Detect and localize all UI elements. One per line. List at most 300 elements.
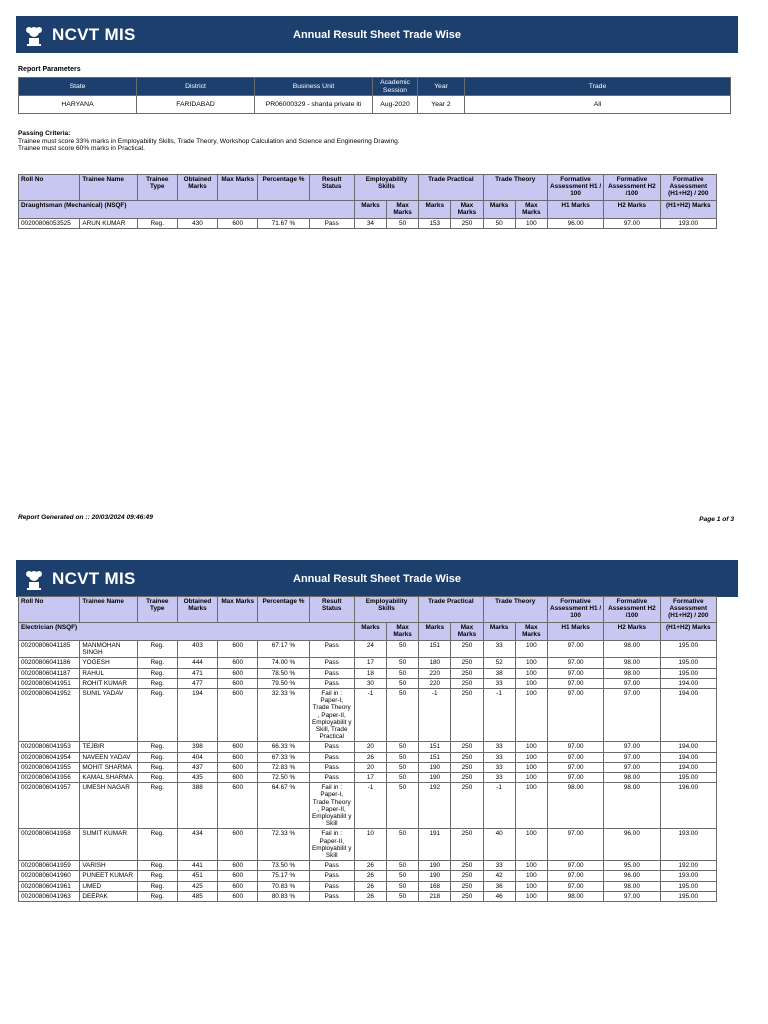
result-status: Pass <box>309 742 354 752</box>
col-header-formative-total: Formative Assessment (H1+H2) / 200 <box>660 175 716 201</box>
obtained-marks: 404 <box>177 752 217 762</box>
trade-theory-marks: 40 <box>483 829 515 861</box>
col-header-employability: Employability Skills <box>354 175 418 201</box>
roll-no: 00200806041955 <box>19 762 80 772</box>
max-marks: 600 <box>218 762 258 772</box>
h1h2-marks: 195.00 <box>660 658 716 668</box>
trade-name: Draughtsman (Mechanical) (NSQF) <box>19 201 355 219</box>
sub-header-marks: Marks <box>483 201 515 219</box>
trainee-type: Reg. <box>137 783 177 829</box>
trade-practical-max: 250 <box>451 689 483 742</box>
obtained-marks: 471 <box>177 668 217 678</box>
report-title: Annual Result Sheet Trade Wise <box>293 28 461 41</box>
trade-theory-max: 100 <box>515 752 547 762</box>
h2-marks: 98.00 <box>604 658 660 668</box>
table-row <box>19 668 717 678</box>
trade-theory-marks: 33 <box>483 773 515 783</box>
result-status: Pass <box>309 891 354 901</box>
col-header-result-status: Result Status <box>309 175 354 201</box>
h1-marks: 97.00 <box>547 668 603 678</box>
h2-marks: 96.00 <box>604 871 660 881</box>
h1-marks: 98.00 <box>547 783 603 829</box>
trainee-type: Reg. <box>137 871 177 881</box>
col-header-roll-no: Roll No <box>19 597 80 623</box>
param-value: All <box>465 96 731 114</box>
result-status: Fail in : Paper-I, Trade Theory , Paper-II, Employabilit y Skill, Trade Practical <box>309 689 354 742</box>
obtained-marks: 485 <box>177 891 217 901</box>
page2-result-table <box>18 596 717 902</box>
trainee-name: MOHIT SHARMA <box>80 762 137 772</box>
roll-no: 00200806041960 <box>19 871 80 881</box>
sub-header-h1-marks: H1 Marks <box>547 201 603 219</box>
result-status: Pass <box>309 641 354 658</box>
max-marks: 600 <box>218 678 258 688</box>
trade-practical-marks: 220 <box>419 678 451 688</box>
trade-theory-marks: 36 <box>483 881 515 891</box>
max-marks: 600 <box>218 752 258 762</box>
h1-marks: 97.00 <box>547 658 603 668</box>
col-header-max-marks: Max Marks <box>218 175 258 201</box>
trainee-name: RAHUL <box>80 668 137 678</box>
col-header-trade-practical: Trade Practical <box>419 175 483 201</box>
param-header: District <box>137 78 255 96</box>
percentage: 73.50 % <box>258 861 309 871</box>
obtained-marks: 435 <box>177 773 217 783</box>
trade-practical-max: 250 <box>451 773 483 783</box>
trade-theory-marks: 33 <box>483 752 515 762</box>
table-row <box>19 762 717 772</box>
h1-marks: 97.00 <box>547 762 603 772</box>
result-status: Pass <box>309 871 354 881</box>
trade-theory-max: 100 <box>515 881 547 891</box>
h2-marks: 97.00 <box>604 752 660 762</box>
percentage: 64.67 % <box>258 783 309 829</box>
sub-header-max-marks: Max Marks <box>451 623 483 641</box>
result-status: Pass <box>309 861 354 871</box>
trade-theory-marks: 52 <box>483 658 515 668</box>
h1h2-marks: 194.00 <box>660 742 716 752</box>
trade-theory-marks: -1 <box>483 783 515 829</box>
result-status: Fail in : Paper-II, Employabilit y Skill <box>309 829 354 861</box>
col-header-roll-no: Roll No <box>19 175 80 201</box>
obtained-marks: 388 <box>177 783 217 829</box>
trade-theory-max: 100 <box>515 678 547 688</box>
max-marks: 600 <box>218 881 258 891</box>
max-marks: 600 <box>218 861 258 871</box>
param-value: PR06000329 - sharda private iti <box>255 96 373 114</box>
trade-practical-marks: 151 <box>419 752 451 762</box>
max-marks: 600 <box>218 891 258 901</box>
h1-marks: 97.00 <box>547 861 603 871</box>
trade-practical-max: 250 <box>451 668 483 678</box>
h1h2-marks: 196.00 <box>660 783 716 829</box>
col-header-trade-theory: Trade Theory <box>483 175 547 201</box>
table-row <box>19 742 717 752</box>
roll-no: 00200806041952 <box>19 689 80 742</box>
sub-header-max-marks: Max Marks <box>515 201 547 219</box>
obtained-marks: 451 <box>177 871 217 881</box>
result-status: Pass <box>309 678 354 688</box>
roll-no: 00200806041959 <box>19 861 80 871</box>
employability-marks: -1 <box>354 783 386 829</box>
table-row <box>19 641 717 658</box>
sub-header-marks: Marks <box>354 623 386 641</box>
roll-no: 00200806041185 <box>19 641 80 658</box>
sub-header-marks: Marks <box>483 623 515 641</box>
report-title: Annual Result Sheet Trade Wise <box>293 572 461 585</box>
page1-result-table <box>18 174 717 229</box>
param-value: FARIDABAD <box>137 96 255 114</box>
trade-practical-marks: -1 <box>419 689 451 742</box>
employability-marks: 20 <box>354 742 386 752</box>
trainee-name: YOGESH <box>80 658 137 668</box>
max-marks: 600 <box>218 689 258 742</box>
col-header-trainee-name: Trainee Name <box>80 175 137 201</box>
percentage: 72.83 % <box>258 762 309 772</box>
sub-header-max-marks: Max Marks <box>387 623 419 641</box>
h1h2-marks: 194.00 <box>660 678 716 688</box>
h2-marks: 97.00 <box>604 742 660 752</box>
percentage: 71.67 % <box>258 219 309 229</box>
obtained-marks: 403 <box>177 641 217 658</box>
h1h2-marks: 192.00 <box>660 861 716 871</box>
trade-theory-max: 100 <box>515 762 547 772</box>
trade-practical-max: 250 <box>451 871 483 881</box>
max-marks: 600 <box>218 783 258 829</box>
roll-no: 00200806053525 <box>19 219 80 229</box>
trainee-name: TEJBIR <box>80 742 137 752</box>
trade-theory-max: 100 <box>515 219 547 229</box>
trade-theory-max: 100 <box>515 668 547 678</box>
sub-header-marks: Marks <box>354 201 386 219</box>
col-header-trainee-type: Trainee Type <box>137 175 177 201</box>
h1-marks: 97.00 <box>547 752 603 762</box>
trainee-type: Reg. <box>137 678 177 688</box>
obtained-marks: 441 <box>177 861 217 871</box>
trade-name: Electrician (NSQF) <box>19 623 355 641</box>
employability-marks: 26 <box>354 752 386 762</box>
h2-marks: 98.00 <box>604 773 660 783</box>
roll-no: 00200806041186 <box>19 658 80 668</box>
h2-marks: 97.00 <box>604 762 660 772</box>
obtained-marks: 425 <box>177 881 217 891</box>
trade-practical-marks: 191 <box>419 829 451 861</box>
h1-marks: 97.00 <box>547 742 603 752</box>
trade-practical-marks: 190 <box>419 861 451 871</box>
trade-theory-max: 100 <box>515 689 547 742</box>
trainee-type: Reg. <box>137 219 177 229</box>
h1-marks: 97.00 <box>547 773 603 783</box>
trade-practical-marks: 190 <box>419 762 451 772</box>
h1h2-marks: 195.00 <box>660 773 716 783</box>
table-row <box>19 219 717 229</box>
percentage: 74.00 % <box>258 658 309 668</box>
param-header: Business Unit <box>255 78 373 96</box>
h2-marks: 97.00 <box>604 689 660 742</box>
col-header-formative-h1: Formative Assessment H1 / 100 <box>547 597 603 623</box>
trade-practical-marks: 190 <box>419 773 451 783</box>
employability-max: 50 <box>387 742 419 752</box>
employability-max: 50 <box>387 641 419 658</box>
trade-practical-max: 250 <box>451 861 483 871</box>
employability-marks: 20 <box>354 762 386 772</box>
trade-theory-marks: 33 <box>483 861 515 871</box>
trade-theory-max: 100 <box>515 871 547 881</box>
sub-header-marks: Marks <box>419 201 451 219</box>
col-header-obtained-marks: Obtained Marks <box>177 597 217 623</box>
table-row <box>19 891 717 901</box>
employability-max: 50 <box>387 891 419 901</box>
h1-marks: 96.00 <box>547 219 603 229</box>
trade-practical-max: 250 <box>451 742 483 752</box>
sub-header-max-marks: Max Marks <box>515 623 547 641</box>
trainee-name: ARUN KUMAR <box>80 219 137 229</box>
obtained-marks: 430 <box>177 219 217 229</box>
trainee-type: Reg. <box>137 658 177 668</box>
sub-header-h1-marks: H1 Marks <box>547 623 603 641</box>
h1-marks: 97.00 <box>547 829 603 861</box>
trade-practical-max: 250 <box>451 783 483 829</box>
col-header-obtained-marks: Obtained Marks <box>177 175 217 201</box>
table-row <box>19 829 717 861</box>
trade-practical-marks: 190 <box>419 871 451 881</box>
employability-marks: 17 <box>354 773 386 783</box>
trainee-name: SUMIT KUMAR <box>80 829 137 861</box>
trade-practical-marks: 168 <box>419 881 451 891</box>
result-status: Pass <box>309 752 354 762</box>
trade-theory-max: 100 <box>515 783 547 829</box>
sub-header-h2-marks: H2 Marks <box>604 201 660 219</box>
h1-marks: 97.00 <box>547 641 603 658</box>
max-marks: 600 <box>218 829 258 861</box>
trade-theory-marks: 33 <box>483 641 515 658</box>
table-row <box>19 881 717 891</box>
col-header-trainee-type: Trainee Type <box>137 597 177 623</box>
table-row <box>19 689 717 742</box>
percentage: 72.50 % <box>258 773 309 783</box>
trainee-name: ROHIT KUMAR <box>80 678 137 688</box>
employability-max: 50 <box>387 219 419 229</box>
trainee-name: SUNIL YADAV <box>80 689 137 742</box>
roll-no: 00200806041953 <box>19 742 80 752</box>
trade-practical-max: 250 <box>451 658 483 668</box>
col-header-trade-theory: Trade Theory <box>483 597 547 623</box>
trade-practical-max: 250 <box>451 762 483 772</box>
trade-theory-max: 100 <box>515 773 547 783</box>
table-row <box>19 658 717 668</box>
employability-marks: 26 <box>354 861 386 871</box>
sub-header-max-marks: Max Marks <box>451 201 483 219</box>
trade-practical-max: 250 <box>451 678 483 688</box>
trade-theory-max: 100 <box>515 829 547 861</box>
percentage: 67.17 % <box>258 641 309 658</box>
percentage: 67.33 % <box>258 752 309 762</box>
report-parameters-label: Report Parameters <box>18 66 81 73</box>
param-header: State <box>19 78 137 96</box>
trainee-type: Reg. <box>137 773 177 783</box>
trainee-type: Reg. <box>137 752 177 762</box>
employability-max: 50 <box>387 881 419 891</box>
report-generated-timestamp: Report Generated on :: 20/03/2024 09:46:49 <box>18 514 153 521</box>
obtained-marks: 398 <box>177 742 217 752</box>
result-status: Pass <box>309 762 354 772</box>
h2-marks: 97.00 <box>604 891 660 901</box>
sub-header-max-marks: Max Marks <box>387 201 419 219</box>
employability-max: 50 <box>387 829 419 861</box>
percentage: 66.33 % <box>258 742 309 752</box>
trainee-name: KAMAL SHARMA <box>80 773 137 783</box>
criteria-line: Trainee must score 60% marks in Practical. <box>18 145 145 153</box>
trade-theory-max: 100 <box>515 658 547 668</box>
sub-header-marks: Marks <box>419 623 451 641</box>
h1-marks: 97.00 <box>547 881 603 891</box>
col-header-trainee-name: Trainee Name <box>80 597 137 623</box>
roll-no: 00200806041957 <box>19 783 80 829</box>
trade-practical-max: 250 <box>451 829 483 861</box>
trade-row <box>19 201 717 219</box>
employability-marks: 26 <box>354 891 386 901</box>
roll-no: 00200806041187 <box>19 668 80 678</box>
report-parameters-table <box>18 77 731 114</box>
trainee-type: Reg. <box>137 689 177 742</box>
h2-marks: 97.00 <box>604 678 660 688</box>
trainee-name: PUNEET KUMAR <box>80 871 137 881</box>
trade-theory-marks: 38 <box>483 668 515 678</box>
sub-header-h2-marks: H2 Marks <box>604 623 660 641</box>
brand-name: NCVT MIS <box>52 568 136 588</box>
percentage: 72.33 % <box>258 829 309 861</box>
col-header-percentage: Percentage % <box>258 597 309 623</box>
percentage: 70.83 % <box>258 881 309 891</box>
h2-marks: 98.00 <box>604 641 660 658</box>
percentage: 75.17 % <box>258 871 309 881</box>
trade-theory-marks: -1 <box>483 689 515 742</box>
trainee-name: UMED <box>80 881 137 891</box>
table-row <box>19 871 717 881</box>
result-status: Pass <box>309 773 354 783</box>
employability-marks: 18 <box>354 668 386 678</box>
result-status: Pass <box>309 658 354 668</box>
col-header-formative-h2: Formative Assessment H2 /100 <box>604 175 660 201</box>
h1h2-marks: 194.00 <box>660 752 716 762</box>
h2-marks: 97.00 <box>604 219 660 229</box>
table-row <box>19 783 717 829</box>
trainee-type: Reg. <box>137 762 177 772</box>
trade-practical-marks: 153 <box>419 219 451 229</box>
result-status: Fail in : Paper-I, Trade Theory , Paper-II, Employabilit y Skill <box>309 783 354 829</box>
max-marks: 600 <box>218 871 258 881</box>
employability-marks: -1 <box>354 689 386 742</box>
roll-no: 00200806041954 <box>19 752 80 762</box>
trade-practical-max: 250 <box>451 219 483 229</box>
trade-practical-max: 250 <box>451 891 483 901</box>
trade-practical-marks: 151 <box>419 641 451 658</box>
h2-marks: 98.00 <box>604 668 660 678</box>
col-header-result-status: Result Status <box>309 597 354 623</box>
brand-name: NCVT MIS <box>52 24 136 44</box>
h1h2-marks: 194.00 <box>660 689 716 742</box>
trade-theory-marks: 33 <box>483 678 515 688</box>
criteria-label: Passing Criteria: <box>18 130 71 137</box>
employability-marks: 24 <box>354 641 386 658</box>
employability-max: 50 <box>387 861 419 871</box>
obtained-marks: 477 <box>177 678 217 688</box>
employability-marks: 26 <box>354 871 386 881</box>
param-value: Aug-2020 <box>373 96 418 114</box>
param-header: Trade <box>465 78 731 96</box>
page-number: Page 1 of 3 <box>699 516 734 523</box>
max-marks: 600 <box>218 641 258 658</box>
table-row <box>19 861 717 871</box>
h1h2-marks: 193.00 <box>660 219 716 229</box>
trainee-type: Reg. <box>137 668 177 678</box>
max-marks: 600 <box>218 219 258 229</box>
col-header-formative-h1: Formative Assessment H1 / 100 <box>547 175 603 201</box>
trade-theory-max: 100 <box>515 861 547 871</box>
sub-header-h1h2-marks: (H1+H2) Marks <box>660 201 716 219</box>
h1h2-marks: 195.00 <box>660 891 716 901</box>
h1-marks: 98.00 <box>547 891 603 901</box>
trade-theory-marks: 33 <box>483 762 515 772</box>
col-header-formative-total: Formative Assessment (H1+H2) / 200 <box>660 597 716 623</box>
percentage: 32.33 % <box>258 689 309 742</box>
employability-marks: 30 <box>354 678 386 688</box>
trade-practical-marks: 180 <box>419 658 451 668</box>
h1h2-marks: 195.00 <box>660 641 716 658</box>
percentage: 78.50 % <box>258 668 309 678</box>
h1-marks: 97.00 <box>547 689 603 742</box>
roll-no: 00200806041963 <box>19 891 80 901</box>
param-header: Year <box>418 78 465 96</box>
max-marks: 600 <box>218 773 258 783</box>
result-status: Pass <box>309 219 354 229</box>
employability-max: 50 <box>387 678 419 688</box>
trade-practical-max: 250 <box>451 641 483 658</box>
trade-practical-marks: 220 <box>419 668 451 678</box>
passing-criteria <box>18 130 400 153</box>
col-header-employability: Employability Skills <box>354 597 418 623</box>
trade-theory-marks: 50 <box>483 219 515 229</box>
table-row <box>19 773 717 783</box>
result-status: Pass <box>309 881 354 891</box>
header-row <box>19 597 717 623</box>
employability-max: 50 <box>387 783 419 829</box>
trainee-type: Reg. <box>137 742 177 752</box>
h2-marks: 95.00 <box>604 861 660 871</box>
employability-max: 50 <box>387 773 419 783</box>
table-row <box>19 752 717 762</box>
col-header-formative-h2: Formative Assessment H2 /100 <box>604 597 660 623</box>
col-header-trade-practical: Trade Practical <box>419 597 483 623</box>
roll-no: 00200806041958 <box>19 829 80 861</box>
trainee-name: DEEPAK <box>80 891 137 901</box>
trainee-name: NAVEEN YADAV <box>80 752 137 762</box>
param-header: Academic Session <box>373 78 418 96</box>
page1-header-bar <box>16 16 738 53</box>
obtained-marks: 194 <box>177 689 217 742</box>
h2-marks: 96.00 <box>604 829 660 861</box>
trade-theory-marks: 33 <box>483 742 515 752</box>
trainee-type: Reg. <box>137 881 177 891</box>
h1-marks: 97.00 <box>547 678 603 688</box>
h1h2-marks: 193.00 <box>660 829 716 861</box>
percentage: 80.83 % <box>258 891 309 901</box>
trade-practical-max: 250 <box>451 881 483 891</box>
trade-theory-marks: 46 <box>483 891 515 901</box>
h1h2-marks: 194.00 <box>660 762 716 772</box>
criteria-line: Trainee must score 33% marks in Employability Skills, Trade Theory, Workshop Calculation and Science and Engineering Drawing. <box>18 137 400 145</box>
trade-row <box>19 623 717 641</box>
